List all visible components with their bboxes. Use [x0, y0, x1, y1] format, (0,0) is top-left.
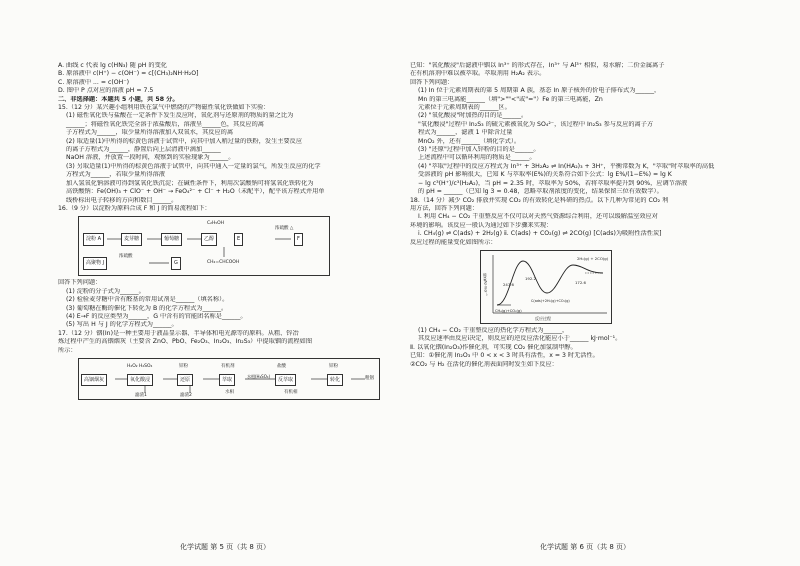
text-line: (4) "萃取"过程中的反应方程式为 In³⁺ + 3H₂A₂ ⇌ In(HA₂)₃ + 3H⁺，平衡常数为 K，"萃取"时萃取率的高低 [418, 162, 715, 170]
text-line: MnO₂ 外，还有______（填化学式）。 [418, 137, 521, 145]
flow-box: G [171, 257, 181, 269]
text-line: ______；将磁性氧化铁完全溶于浓盐酸后，溶液呈______色，其反应的离 [66, 120, 264, 128]
text-line: Ⅰ. 利用 CH₄ − CO₂ 干重整反应不仅可以对天然气资源综合利用，还可以缓解温室效应对 [418, 213, 658, 221]
text-line: Ⅱ. 以氧化铟(In₂O₃)作催化剂，可实现 CO₂ 催化加氢制甲醇。 [410, 343, 577, 351]
process-box: 氧化酸浸 [127, 374, 153, 386]
process-label: 有机剂 [221, 363, 235, 369]
energy-intermediate-label: C(ads)+2H₂(g)+CO₂(g) [531, 298, 570, 303]
text-line: (5) 写出 H 与 J 的化学方程式为______。 [66, 321, 178, 329]
page-footer-left: 化学试题 第 5 页（共 8 页） [180, 543, 271, 551]
energy-profile-diagram [480, 250, 612, 324]
text-line: 环境的影响。该反应一般认为通过如下步骤来实现： [410, 221, 553, 229]
process-output: 粗铟 [365, 375, 374, 381]
energy-axis-label: 能量/kJ·mol⁻¹ [483, 272, 488, 296]
text-line: (3) 葡萄糖在酶的催化下转化为 B 的化学方程式为______。 [66, 304, 228, 312]
right-page [410, 62, 742, 532]
text-line: 回答下列问题： [58, 279, 102, 287]
text-line: ②CO₂ 与 H₂ 在活化的催化剂表面同时发生如下反应： [410, 360, 558, 368]
question-17: 17.（12 分）铟(In)是一种主要用于液晶显示器、半导体和电光源等的原料。从粗、锌冶 [58, 329, 299, 337]
process-box: 高铟烟灰 [81, 374, 107, 386]
text-line: (2) "氧化酸浸"时加热的目的是______。 [418, 112, 528, 120]
text-line: Mn 的第三电离能______（填">""<"或"="）Fe 的第三电离能，Zn [418, 95, 603, 103]
text-line: 加入氢氧化钠溶液可得到氢氧化铁沉淀；在碱性条件下，利用次氯酸钠可将氢氧化铁转化为 [66, 179, 314, 187]
text-line: ⅰ. CH₄(g) ⇌ C(ads) + 2H₂(g) ⅱ. C(ads) + CO₂(g) ⇌ 2CO(g) [C(ads)为吸附性活性炭] [418, 230, 662, 238]
text-line: C. 原溶液中 ... = c(OH⁻) [58, 78, 130, 86]
left-page [58, 62, 390, 532]
text-line: 元素位于元素周期表的______区。 [418, 104, 511, 112]
text-line: 的 pH = ______（已知 lg 3 ≈ 0.48，忽略萃取剂浓度的变化，结果保留三位有效数字）。 [418, 188, 663, 196]
text-line: (1) 磁性氧化铁与盐酸在一定条件下发生反应时，氧化剂与还原剂的物质的量之比为 [66, 112, 294, 120]
process-label: 锌粉 [329, 363, 338, 369]
text-line: 受溶液的 pH 影响很大，已知 K 与萃取率(E%)的关系符合如下公式：lg E%/(1−E%) = lg K [418, 171, 672, 179]
flow-box: 淀粉 A [83, 233, 104, 245]
page-footer-right: 化学试题 第 6 页（共 8 页） [540, 543, 631, 551]
text-line: 上述流程中可以循环利用的物质是______。 [418, 154, 536, 162]
energy-value: 192.2 [525, 275, 536, 281]
text-line: 反应过程的能量变化如图所示： [410, 238, 497, 246]
text-line: (4) E→F 的反应类型为______，G 中含有的官能团名称是______。 [66, 312, 247, 320]
section-heading: 二、非选择题：本题共 5 小题，共 58 分。 [58, 95, 179, 103]
text-line: 线桥标出电子转移的方向和数目______。 [66, 196, 178, 204]
flow-box: 葡萄糖 [161, 233, 182, 245]
process-label: 锌粉 [179, 363, 188, 369]
process-box: 反萃取 [275, 374, 296, 386]
flow-label: 浓硫酸 △ [275, 226, 294, 232]
question-15: 15.（12 分）某兴趣小组利用铁在氯气中燃烧的产物磁性氧化铁做如下实验： [58, 104, 270, 112]
flow-box: F [294, 233, 303, 245]
text-line: 方程式为______，若取少量所得溶液 [66, 171, 165, 179]
text-line: 其反应速率由反应ⅰ决定，则反应ⅰ的逆反应活化能应小于______ kJ·mol⁻¹。 [418, 335, 622, 343]
text-line: NaOH 溶液，并放置一段时间，观察到的实验现象为______。 [66, 154, 235, 162]
flow-box: 高聚物 J [83, 257, 107, 269]
question-18: 18.（14 分）减少 CO₂ 排放并实现 CO₂ 的有效转化是科研的热点。以下几种为常见的 CO₂ 利 [410, 196, 669, 204]
text-line: D. 图中 P 点对应的溶液 pH = 7.5 [58, 87, 154, 95]
process-label: 有机相 [284, 389, 298, 395]
flow-label: 浓硫酸 [119, 254, 133, 260]
energy-x-label: 反应过程 [535, 315, 551, 321]
left-mid-text [58, 279, 390, 355]
energy-value: 172.6 [575, 279, 586, 285]
text-line: 所示： [58, 346, 77, 354]
text-line: 程式为______，滤液 1 中除含过量 [418, 129, 513, 137]
flow-box: 乙醇 [201, 233, 217, 245]
flow-box: E [234, 233, 243, 245]
text-line: 的离子方程式为______，静置后向上层清液中滴加______ [66, 146, 221, 154]
text-line: (3) 另取适量(1)中所得的棕黄色溶液于试管中，向其中通入一定量的氯气，所发生反应的化学 [66, 162, 321, 170]
process-label: 水相 [225, 389, 234, 395]
text-line: 已知：①催化剂 In₂O₃ 中 0 < x < 3 时具有活性，x = 3 时无活性。 [410, 352, 599, 360]
text-line: − lg c³(H⁺)/c³(H₂A₂)，当 pH = 2.35 时，萃取率为 50%，若将萃取率提升到 90%，应调节溶液 [418, 179, 688, 187]
question-16: 16.（9 分）以淀粉为原料合成 F 和 J 的简易流程如下： [58, 204, 211, 212]
text-line: "氧化酸浸"过程中 In₂S₃ 的硫元素被氧化为 SO₄²⁻，该过程中 In₂S₃ 参与反应的离子方 [418, 120, 654, 128]
indium-process-diagram [78, 358, 380, 400]
process-box: 还原 [177, 374, 193, 386]
energy-product-label: 2H₂(g) + 2CO(g) [577, 255, 609, 261]
process-label: 滤渣2 [180, 392, 192, 398]
energy-reactant-label: CH₄(g)+CO₂(g) [495, 308, 522, 313]
process-label: 水相(H₂SO₄) [247, 373, 271, 379]
text-line: B. 原溶液中 c(H⁺) − c(OH⁻) = c[(CH₃)₂NH·H₂O] [58, 70, 199, 78]
flow-label: CH₂=CHCOOH [207, 260, 240, 266]
text-line: (1) CH₄ − CO₂ 干重整反应的热化学方程式为______， [418, 326, 569, 334]
process-label: H₂O₂ H₂SO₄ [127, 363, 153, 369]
right-bottom-text [410, 327, 742, 369]
text-line: (2) 检验麦芽糖中含有醛基的常用试剂是______（填名称）。 [66, 296, 229, 304]
synthesis-flow-diagram [78, 216, 330, 276]
text-line: 已知："氧化酸浸"后滤液中铟以 In³⁺ 的形式存在，In³⁺ 与 Al³⁺ 相似，易水解；二价金属离子 [410, 62, 665, 69]
text-line: 回答下列问题： [410, 78, 454, 86]
flow-label: C₂H₅OH [207, 221, 225, 227]
text-line: 用方法，回答下列问题： [410, 204, 479, 212]
process-box: 萃取 [219, 374, 235, 386]
text-line: 在有机溶剂中难以被萃取。萃取剂用 H₂A₂ 表示。 [410, 70, 546, 78]
flow-box: 麦芽糖 [121, 233, 142, 245]
text-line: A. 曲线 c 代表 lg c(HN₃) 随 pH 的变化 [58, 62, 167, 69]
process-label: 滤渣1 [135, 392, 147, 398]
process-label: 盐酸 [277, 363, 286, 369]
text-line: (1) 淀粉的分子式为______。 [66, 287, 145, 295]
text-line: (1) In 位于元素周期表的第 5 周期第 A 族，基态 In 原子核外的价电子排布式为______， [418, 87, 661, 95]
text-line: 子方程式为______，取少量所得溶液加入双氧水，其反应的离 [66, 129, 234, 137]
text-line: 炼过程中产生的高铟烟灰（主要含 ZnO、PbO、Fe₂O₃、In₂O₃、In₂S₃）中提取铟的流程如图 [58, 338, 313, 346]
left-top-text [58, 62, 390, 213]
text-line: (2) 取适量(1)中所得的棕黄色溶液于试管中，向其中加入稍过量的铁粉，发生主要反应 [66, 137, 303, 145]
text-line: 高铁酸钠：Fe(OH)₃ + ClO⁻ + OH⁻ → FeO₄²⁻ + Cl⁻ + H₂O（未配平），配平该方程式并用单 [66, 188, 325, 196]
energy-value: 247.6 [503, 281, 514, 287]
right-top-text [410, 62, 742, 247]
text-line: (3) "还原"过程中加入锌粉的目的是______。 [418, 146, 540, 154]
process-box: 转化 [327, 374, 343, 386]
